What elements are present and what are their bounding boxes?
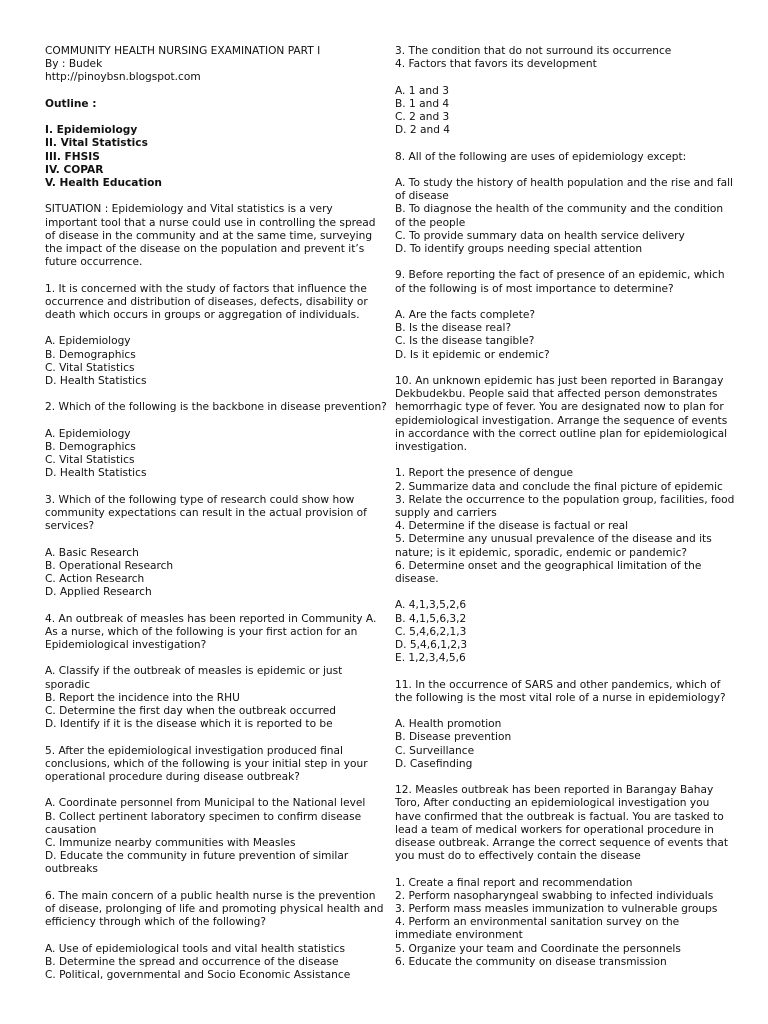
question-stem: 3. Which of the following type of research could show how community expectations can result in the actual provision of services? — [45, 493, 367, 533]
q7-item: 3. The condition that do not surround its occurrence — [395, 45, 672, 57]
choice: B. 1 and 4 — [395, 97, 450, 110]
choice: D. Identify if it is the disease which it is reported to be — [45, 718, 333, 731]
question-stem: 4. An outbreak of measles has been reported in Community A. As a nurse, which of the following is your first action for an Epidemiological investigation? — [45, 612, 377, 651]
situation-paragraph: SITUATION : Epidemiology and Vital statistics is a very important tool that a nurse could use in controlling the spread of disease in the community and at the same time, surveying the impact of the disease on the population and prevent it’s future occurrence. — [45, 203, 376, 269]
choice: B. Collect pertinent laboratory specimen to confirm disease causation — [45, 810, 362, 836]
author-line: By : Budek — [45, 58, 103, 71]
choice: B. 4,1,5,6,3,2 — [395, 612, 467, 625]
question-stem: 1. It is concerned with the study of factors that influence the occurrence and distribution of diseases, defects, disability or death which occurs in groups or aggregation of individuals. — [45, 282, 368, 321]
choice: A. Basic Research — [45, 546, 139, 559]
choice: D. Health Statistics — [45, 375, 147, 387]
outline-item: V. Health Education — [45, 177, 162, 189]
right-column — [395, 45, 735, 969]
choice: C. Immunize nearby communities with Measles — [45, 836, 296, 849]
sequence-step: 3. Relate the occurrence to the population group, facilities, food supply and carriers — [395, 493, 735, 519]
choice: B. Demographics — [45, 440, 136, 453]
sequence-step: 2. Perform nasopharyngeal swabbing to infected individuals — [395, 889, 714, 902]
document-title: COMMUNITY HEALTH NURSING EXAMINATION PART I — [45, 45, 321, 57]
sequence-step: 2. Summarize data and conclude the final picture of epidemic — [395, 480, 723, 493]
choice: C. Determine the first day when the outbreak occurred — [45, 704, 337, 717]
left-column — [45, 45, 388, 982]
choice: A. 1 and 3 — [395, 84, 449, 97]
choice: C. Action Research — [45, 572, 145, 585]
sequence-step: 3. Perform mass measles immunization to vulnerable groups — [395, 903, 718, 916]
choice: A. Epidemiology — [45, 427, 131, 440]
choice: D. Applied Research — [45, 586, 152, 599]
choice: B. Report the incidence into the RHU — [45, 691, 240, 704]
choice: A. Health promotion — [395, 718, 502, 731]
question-stem: 12. Measles outbreak has been reported in Barangay Bahay Toro, After conducting an epidemiological investigation you have confirmed that the outbreak is factual. You are tasked to lead a team of medical workers for operational procedure in disease outbreak. Arrange the correct sequence of events that you must do to effectively contain the disease — [395, 784, 729, 863]
choice: A. 4,1,3,5,2,6 — [395, 599, 467, 612]
choice: C. 5,4,6,2,1,3 — [395, 625, 467, 638]
choice: B. Disease prevention — [395, 731, 512, 744]
question-stem: 5. After the epidemiological investigation produced final conclusions, which of the following is your initial step in your operational procedure during disease outbreak? — [45, 744, 368, 783]
outline-item: IV. COPAR — [45, 163, 104, 176]
choice: C. Surveillance — [395, 744, 475, 757]
choice: B. Determine the spread and occurrence of the disease — [45, 955, 339, 968]
choice: C. To provide summary data on health service delivery — [395, 229, 685, 242]
choice: C. Political, governmental and Socio Economic Assistance — [45, 968, 351, 981]
choice: D. Is it epidemic or endemic? — [395, 348, 550, 361]
sequence-step: 6. Educate the community on disease transmission — [395, 955, 667, 968]
q7-item: 4. Factors that favors its development — [395, 58, 597, 71]
source-url: http://pinoybsn.blogspot.com — [45, 71, 201, 84]
choice: D. 5,4,6,1,2,3 — [395, 639, 468, 652]
question-stem: 8. All of the following are uses of epidemiology except: — [395, 150, 687, 163]
choice: C. Is the disease tangible? — [395, 335, 535, 348]
outline-item: I. Epidemiology — [45, 124, 138, 137]
choice: D. Health Statistics — [45, 467, 147, 480]
choice: C. Vital Statistics — [45, 454, 135, 467]
question-stem: 9. Before reporting the fact of presence of an epidemic, which of the following is of most importance to determine? — [395, 269, 725, 295]
question-stem: 2. Which of the following is the backbone in disease prevention? — [45, 401, 387, 414]
sequence-step: 4. Perform an environmental sanitation survey on the immediate environment — [395, 916, 680, 942]
choice: B. Demographics — [45, 348, 136, 361]
question-stem: 6. The main concern of a public health nurse is the prevention of disease, prolonging of life and promoting physical health and efficiency through which of the following? — [45, 889, 384, 929]
question-stem: 11. In the occurrence of SARS and other pandemics, which of the following is the most vital role of a nurse in epidemiology? — [395, 678, 726, 704]
sequence-step: 1. Create a final report and recommendation — [395, 876, 633, 889]
choice: A. Use of epidemiological tools and vital health statistics — [45, 942, 345, 955]
choice: A. Classify if the outbreak of measles is epidemic or just sporadic — [45, 665, 343, 691]
outline-item: II. Vital Statistics — [45, 137, 148, 150]
choice: D. To identify groups needing special attention — [395, 243, 643, 255]
choice: A. To study the history of health population and the rise and fall of disease — [395, 176, 734, 203]
sequence-step: 1. Report the presence of dengue — [395, 467, 574, 480]
choice: D. 2 and 4 — [395, 124, 451, 137]
sequence-step: 5. Determine any unusual prevalence of the disease and its nature; is it epidemic, sporadic, endemic or pandemic? — [395, 533, 712, 559]
choice: A. Are the facts complete? — [395, 308, 535, 321]
choice: A. Coordinate personnel from Municipal to the National level — [45, 797, 366, 810]
question-stem: 10. An unknown epidemic has just been reported in Barangay Dekbudekbu. People said that affected person demonstrates hemorrhagic type of fever. You are designated now to plan for epidemiological investigation. Arrange the sequence of events in accordance with the correct outline plan for epidemiological investigation. — [395, 374, 728, 453]
choice: D. Educate the community in future prevention of similar outbreaks — [45, 850, 349, 876]
sequence-step: 5. Organize your team and Coordinate the personnels — [395, 942, 681, 955]
outline-heading: Outline : — [45, 97, 97, 110]
choice: B. Is the disease real? — [395, 322, 512, 335]
sequence-step: 6. Determine onset and the geographical limitation of the disease. — [395, 559, 702, 586]
choice: B. To diagnose the health of the community and the condition of the people — [395, 203, 724, 229]
choice: C. 2 and 3 — [395, 111, 450, 123]
choice: D. Casefinding — [395, 757, 473, 770]
choice: E. 1,2,3,4,5,6 — [395, 652, 466, 665]
choice: C. Vital Statistics — [45, 361, 135, 374]
choice: A. Epidemiology — [45, 335, 131, 348]
choice: B. Operational Research — [45, 559, 174, 572]
outline-item: III. FHSIS — [45, 150, 100, 163]
sequence-step: 4. Determine if the disease is factual or real — [395, 520, 629, 533]
